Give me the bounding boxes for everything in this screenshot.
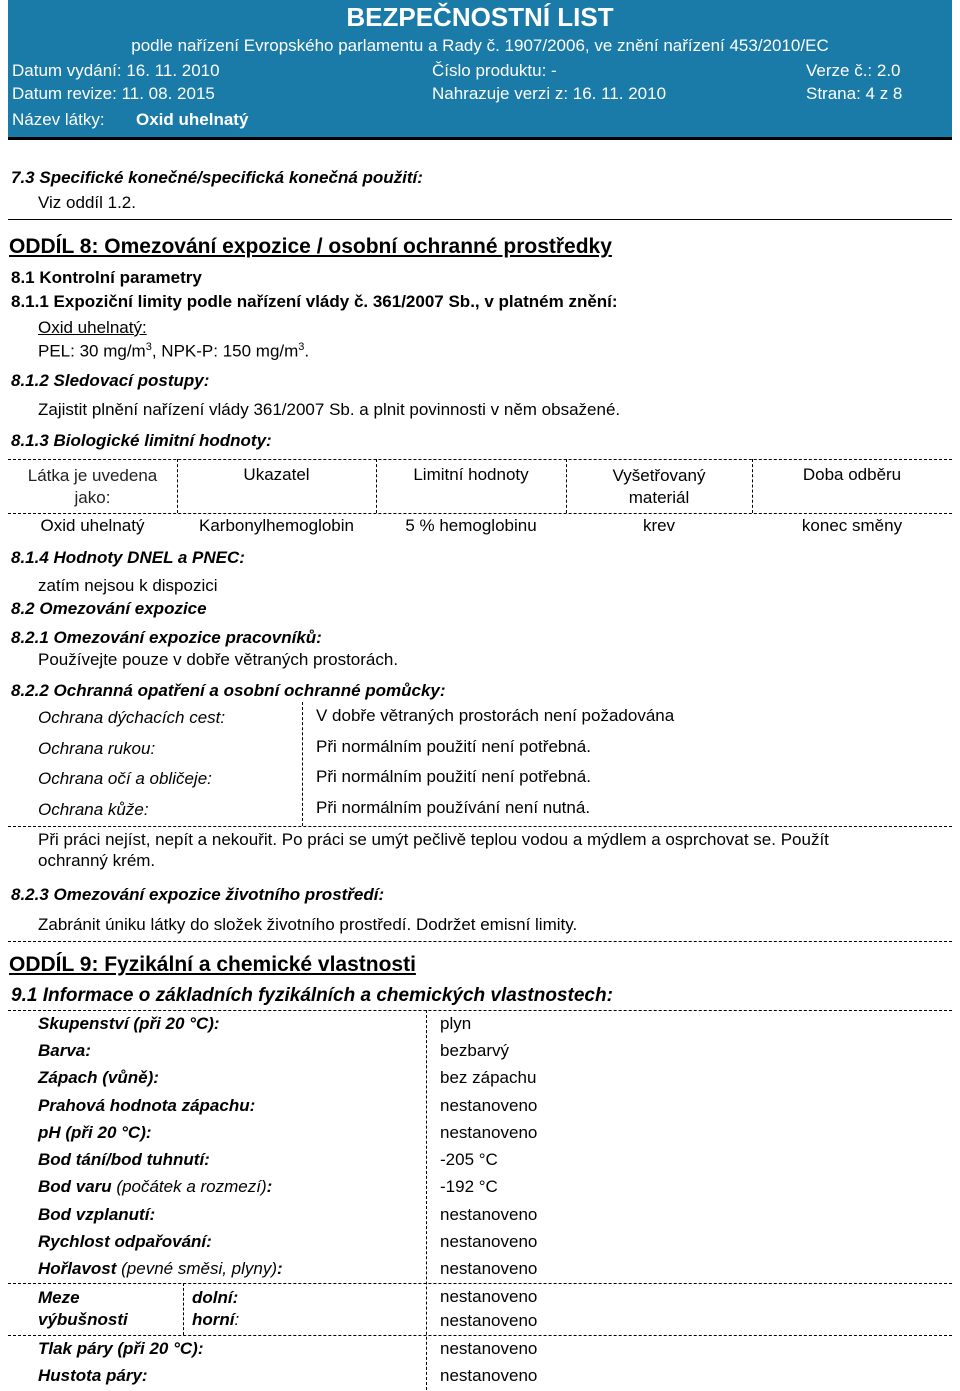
section-8-title: ODDÍL 8: Omezování expozice / osobní ochranné prostředky (9, 235, 612, 258)
table-header-material: Vyšetřovaný materiál (612, 466, 706, 507)
table-cell-substance: Oxid uhelnatý (40, 516, 145, 535)
prop-value-explosion-upper: nestanoveno (440, 1311, 538, 1330)
regulation-subtitle: podle nařízení Evropského parlamentu a Rady č. 1907/2006, ve znění nařízení 453/2010/EC (131, 36, 829, 55)
prop-value-vapor-pressure: nestanoveno (440, 1339, 538, 1358)
prop-label-flammability: Hořlavost (pevné směsi, plyny): (38, 1259, 283, 1278)
section-8-2-title: 8.2 Omezování expozice (11, 599, 207, 618)
revision-date: Datum revize: 11. 08. 2015 (12, 84, 215, 103)
prop-value-melting-point: -205 °C (440, 1150, 498, 1169)
prop-value-odor: bez zápachu (440, 1068, 537, 1087)
section-8-2-1-text: Používejte pouze v dobře větraných prostorách. (38, 650, 399, 669)
prop-label-flash-point: Bod vzplanutí: (38, 1205, 156, 1224)
divider (8, 219, 952, 220)
hygiene-text-line2: ochranný krém. (38, 851, 156, 870)
issue-date: Datum vydání: 16. 11. 2010 (12, 61, 220, 80)
prop-label-odor-threshold: Prahová hodnota zápachu: (38, 1096, 256, 1115)
prop-label-evaporation-rate: Rychlost odpařování: (38, 1232, 212, 1251)
table-header-sampling-time: Doba odběru (802, 465, 902, 484)
section-8-2-3-text: Zabránit úniku látky do složek životního prostředí. Dodržet emisní limity. (38, 915, 578, 934)
prop-value-color: bezbarvý (440, 1041, 509, 1060)
prop-value-state: plyn (440, 1014, 472, 1033)
document-header (8, 0, 952, 140)
prop-value-flash-point: nestanoveno (440, 1205, 538, 1224)
prop-label-ph: pH (při 20 °C): (38, 1123, 152, 1142)
section-8-1-2-text: Zajistit plnění nařízení vlády 361/2007 Sb. a plnit povinnosti v něm obsažené. (38, 400, 621, 419)
prop-label-odor: Zápach (vůně): (38, 1068, 159, 1087)
section-8-2-3-title: 8.2.3 Omezování expozice životního prostředí: (11, 885, 385, 904)
prop-label-explosion-lower: dolní: (192, 1288, 239, 1307)
section-7-3-title: 7.3 Specifické konečné/specifická konečná použití: (11, 168, 423, 187)
section-8-2-2-title: 8.2.2 Ochranná opatření a osobní ochranné pomůcky: (11, 681, 446, 700)
section-8-1-2-title: 8.1.2 Sledovací postupy: (11, 371, 210, 390)
ppe-label-skin: Ochrana kůže: (38, 800, 149, 819)
section-8-1-4-title: 8.1.4 Hodnoty DNEL a PNEC: (11, 548, 245, 567)
table-cell-material: krev (642, 516, 676, 535)
prop-label-state: Skupenství (při 20 °C): (38, 1014, 220, 1033)
prop-label-explosion-limits-1: Meze (38, 1288, 80, 1307)
prop-value-odor-threshold: nestanoveno (440, 1096, 538, 1115)
page-number: Strana: 4 z 8 (806, 84, 903, 103)
version: Verze č.: 2.0 (806, 61, 901, 80)
prop-label-color: Barva: (38, 1041, 91, 1060)
hygiene-text-line1: Při práci nejíst, nepít a nekouřit. Po práci se umýt pečlivě teplou vodou a mýdlem a osprchovat se. Použít (38, 830, 829, 849)
section-8-2-1-title: 8.2.1 Omezování expozice pracovníků: (11, 628, 322, 647)
replaces-version: Nahrazuje verzi z: 16. 11. 2010 (432, 84, 667, 103)
section-9-title: ODDÍL 9: Fyzikální a chemické vlastnosti (9, 953, 416, 976)
ppe-label-hands: Ochrana rukou: (38, 739, 156, 758)
table-header-substance: Látka je uvedena jako: (27, 466, 158, 507)
section-8-1-1-title: 8.1.1 Expoziční limity podle nařízení vlády č. 361/2007 Sb., v platném znění: (11, 292, 618, 311)
divider (8, 941, 952, 942)
ppe-value-skin: Při normálním používání není nutná. (316, 798, 591, 817)
prop-value-evaporation-rate: nestanoveno (440, 1232, 538, 1251)
prop-label-melting-point: Bod tání/bod tuhnutí: (38, 1150, 210, 1169)
prop-value-vapor-density: nestanoveno (440, 1366, 538, 1385)
section-7-3-text: Viz oddíl 1.2. (38, 193, 136, 212)
prop-value-explosion-lower: nestanoveno (440, 1287, 538, 1306)
prop-value-ph: nestanoveno (440, 1123, 538, 1142)
substance-name: Oxid uhelnatý (136, 110, 249, 129)
ppe-value-hands: Při normálním použití není potřebná. (316, 737, 591, 756)
product-number: Číslo produktu: - (432, 61, 557, 80)
table-header-limit: Limitní hodnoty (413, 465, 529, 484)
section-8-1-3-title: 8.1.3 Biologické limitní hodnoty: (11, 431, 272, 450)
prop-label-boiling-point: Bod varu (počátek a rozmezí): (38, 1177, 273, 1196)
exposure-limits: PEL: 30 $mg/m^3$, NPK-P: 150 $mg/m^3$. (38, 341, 310, 361)
table-cell-indicator: Karbonylhemoglobin (199, 516, 354, 535)
prop-label-explosion-limits-2: výbušnosti (38, 1310, 128, 1329)
prop-value-boiling-point: -192 °C (440, 1177, 498, 1196)
table-header-indicator: Ukazatel (243, 465, 310, 484)
prop-label-vapor-density: Hustota páry: (38, 1366, 148, 1385)
ppe-label-eyes-face: Ochrana očí a obličeje: (38, 769, 212, 788)
prop-label-explosion-upper: horní: (192, 1310, 240, 1329)
document-title: BEZPEČNOSTNÍ LIST (346, 2, 614, 32)
ppe-label-respiratory: Ochrana dýchacích cest: (38, 708, 226, 727)
exposure-substance: Oxid uhelnatý: (38, 318, 147, 337)
prop-label-vapor-pressure: Tlak páry (při 20 °C): (38, 1339, 204, 1358)
section-9-1-title: 9.1 Informace o základních fyzikálních a chemických vlastnostech: (11, 985, 613, 1006)
section-8-1-title: 8.1 Kontrolní parametry (11, 268, 202, 287)
ppe-value-respiratory: V dobře větraných prostorách není požadována (316, 706, 675, 725)
section-8-1-4-text: zatím nejsou k dispozici (38, 576, 218, 595)
substance-label: Název látky: (12, 110, 105, 129)
table-cell-limit: 5 % hemoglobinu (405, 516, 537, 535)
table-cell-sampling-time: konec směny (801, 516, 903, 535)
prop-value-flammability: nestanoveno (440, 1259, 538, 1278)
ppe-value-eyes-face: Při normálním použití není potřebná. (316, 767, 591, 786)
